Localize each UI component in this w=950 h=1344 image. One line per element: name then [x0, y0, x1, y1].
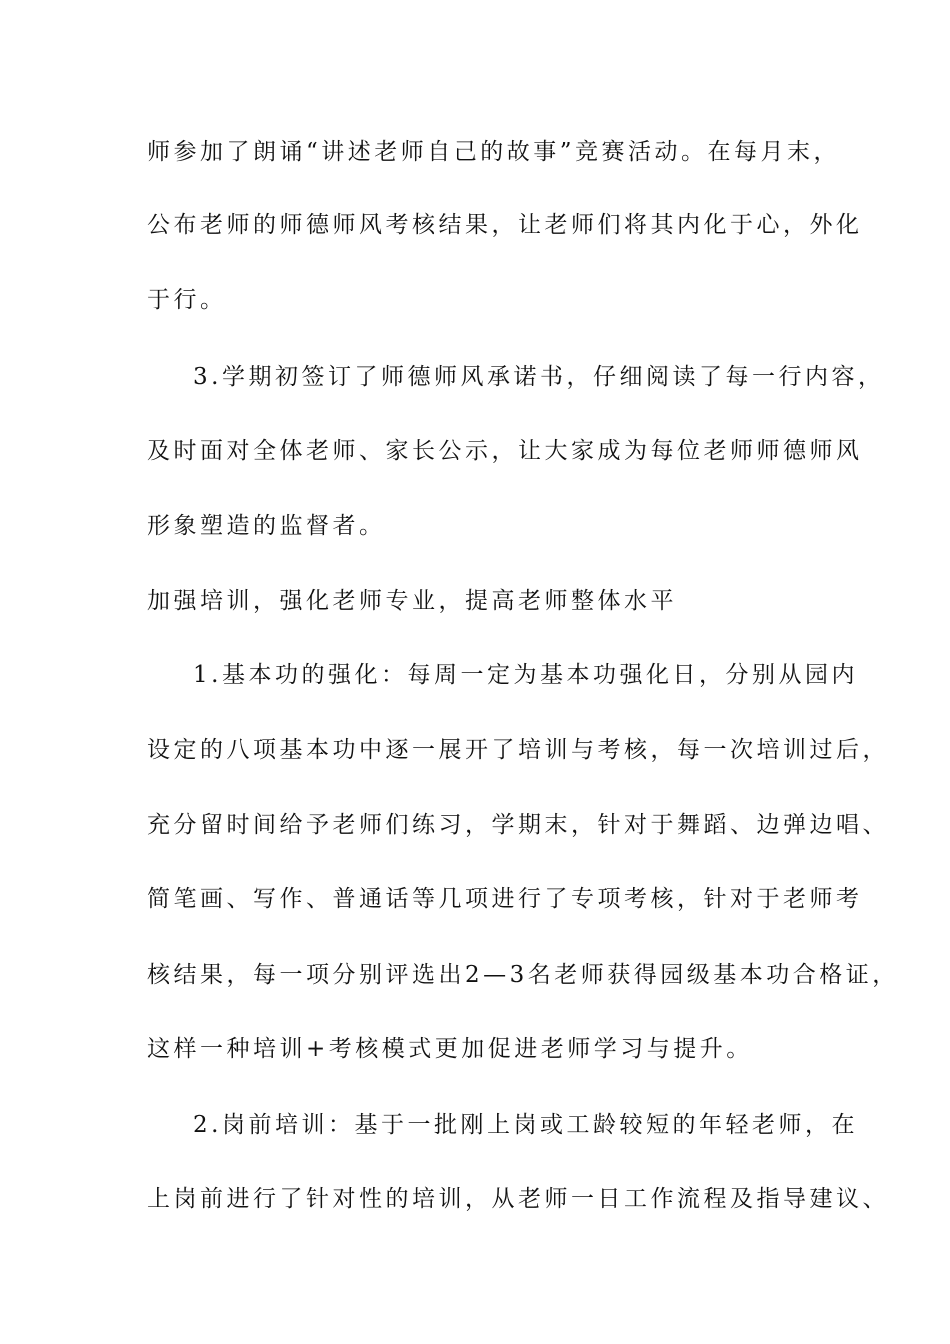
paragraph-line: 1.基本功的强化：每周一定为基本功强化日，分别从园内: [193, 662, 858, 688]
paragraph-line: 核结果，每一项分别评选出2—3名老师获得园级基本功合格证，: [147, 962, 899, 988]
section-heading: 加强培训，强化老师专业，提高老师整体水平: [147, 588, 677, 614]
paragraph-line: 充分留时间给予老师们练习，学期末，针对于舞蹈、边弹边唱、: [147, 812, 889, 838]
paragraph-line: 简笔画、写作、普通话等几项进行了专项考核，针对于老师考: [147, 886, 863, 912]
paragraph-line: 上岗前进行了针对性的培训，从老师一日工作流程及指导建议、: [147, 1186, 889, 1212]
paragraph-line: 这样一种培训+考核模式更加促进老师学习与提升。: [147, 1036, 753, 1062]
paragraph-line: 形象塑造的监督者。: [147, 513, 386, 539]
paragraph-line: 师参加了朗诵“讲述老师自己的故事”竞赛活动。在每月末，: [147, 139, 841, 165]
paragraph-line: 2.岗前培训：基于一批刚上岗或工龄较短的年轻老师，在: [193, 1112, 858, 1138]
paragraph-line: 于行。: [147, 287, 227, 313]
paragraph-line: 设定的八项基本功中逐一展开了培训与考核，每一次培训过后，: [147, 737, 889, 763]
paragraph-line: 及时面对全体老师、家长公示，让大家成为每位老师师德师风: [147, 438, 863, 464]
paragraph-line: 公布老师的师德师风考核结果，让老师们将其内化于心，外化: [147, 212, 863, 238]
paragraph-line: 3.学期初签订了师德师风承诺书，仔细阅读了每一行内容，: [193, 364, 885, 390]
